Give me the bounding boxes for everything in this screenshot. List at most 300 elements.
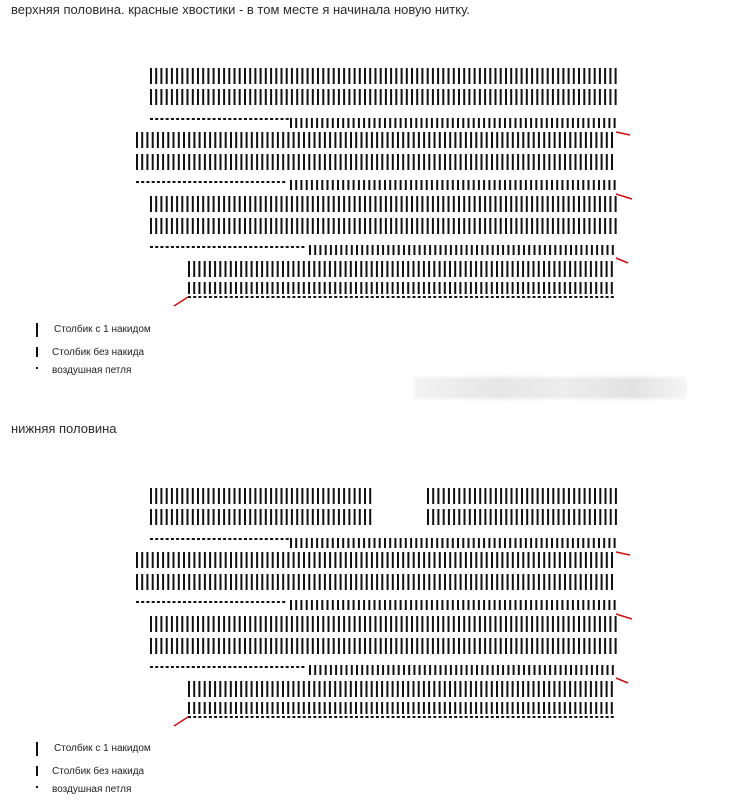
chain-mark	[204, 601, 207, 603]
stitch-mark	[301, 616, 303, 632]
stitch-mark	[504, 600, 506, 610]
stitch-mark	[552, 638, 554, 654]
stitch-mark	[530, 600, 532, 610]
stitch-mark	[254, 196, 256, 212]
stitch-mark	[293, 154, 295, 170]
stitch-mark	[314, 154, 316, 170]
stitch-mark	[563, 488, 565, 504]
stitch-mark	[256, 552, 258, 568]
stitch-mark	[230, 261, 232, 277]
stitch-mark	[214, 552, 216, 568]
stitch-mark	[575, 245, 577, 255]
stitch-mark	[437, 89, 439, 105]
chain-mark	[298, 296, 301, 298]
chain-mark	[207, 538, 210, 540]
stitch-mark	[439, 282, 441, 294]
chain-mark	[220, 601, 223, 603]
stitch-mark	[166, 488, 168, 504]
stitch-mark	[458, 68, 460, 84]
legend-row-chain-stitch	[0, 364, 300, 380]
stitch-mark	[171, 218, 173, 234]
stitch-mark	[543, 681, 545, 697]
chain-mark	[150, 118, 153, 120]
stitch-mark	[319, 132, 321, 148]
stitch-mark	[601, 132, 603, 148]
stitch-mark	[155, 509, 157, 525]
stitch-mark	[183, 552, 185, 568]
stitch-mark	[364, 89, 366, 105]
chain-mark	[251, 181, 254, 183]
stitch-mark	[570, 665, 572, 675]
thread-start-tail	[174, 297, 188, 306]
stitch-mark	[507, 245, 509, 255]
stitch-mark	[235, 552, 237, 568]
stitch-mark	[337, 538, 339, 548]
stitch-mark	[256, 282, 258, 294]
stitch-mark	[479, 196, 481, 212]
stitch-mark	[162, 132, 164, 148]
stitch-mark	[193, 132, 195, 148]
chain-mark	[281, 118, 284, 120]
stitch-mark	[361, 665, 363, 675]
stitch-mark	[347, 538, 349, 548]
stitch-mark	[292, 702, 294, 714]
stitch-mark	[546, 180, 548, 190]
stitch-mark	[481, 574, 483, 590]
stitch-mark	[345, 552, 347, 568]
stitch-mark	[554, 665, 556, 675]
stitch-mark	[390, 616, 392, 632]
stitch-mark	[230, 681, 232, 697]
chain-mark	[244, 118, 247, 120]
stitch-mark	[301, 638, 303, 654]
stitch-mark	[376, 282, 378, 294]
stitch-mark	[569, 154, 571, 170]
stitch-mark	[577, 118, 579, 128]
stitch-mark	[261, 681, 263, 697]
stitch-mark	[538, 552, 540, 568]
chain-mark	[538, 296, 541, 298]
stitch-mark	[359, 638, 361, 654]
stitch-mark	[290, 180, 292, 190]
stitch-mark	[395, 218, 397, 234]
chain-mark	[392, 716, 395, 718]
stitch-mark	[520, 180, 522, 190]
stitch-mark	[434, 665, 436, 675]
chain-mark	[334, 296, 337, 298]
stitch-mark	[265, 68, 267, 84]
stitch-mark	[490, 488, 492, 504]
stitch-mark	[371, 154, 373, 170]
chain-mark	[475, 716, 478, 718]
stitch-mark	[431, 118, 433, 128]
stitch-mark	[207, 89, 209, 105]
stitch-mark	[300, 118, 302, 128]
stitch-mark	[291, 89, 293, 105]
chain-mark	[606, 296, 609, 298]
stitch-mark	[317, 488, 319, 504]
stitch-mark	[197, 616, 199, 632]
stitch-mark	[583, 196, 585, 212]
stitch-mark	[160, 68, 162, 84]
stitch-mark	[187, 488, 189, 504]
stitch-mark	[591, 665, 593, 675]
chain-mark	[157, 601, 160, 603]
stitch-mark	[246, 574, 248, 590]
stitch-mark	[463, 218, 465, 234]
stitch-mark	[469, 509, 471, 525]
stitch-mark	[510, 638, 512, 654]
chain-mark	[146, 601, 149, 603]
stitch-mark	[155, 68, 157, 84]
stitch-mark	[267, 574, 269, 590]
stitch-mark	[328, 488, 330, 504]
stitch-mark	[343, 638, 345, 654]
stitch-mark	[385, 196, 387, 212]
stitch-mark	[500, 218, 502, 234]
stitch-mark	[338, 68, 340, 84]
stitch-mark	[614, 538, 616, 548]
stitch-mark	[364, 509, 366, 525]
stitch-mark	[298, 552, 300, 568]
stitch-mark	[265, 509, 267, 525]
stitch-mark	[578, 616, 580, 632]
stitch-mark	[615, 68, 617, 84]
stitch-mark	[590, 702, 592, 714]
stitch-mark	[343, 196, 345, 212]
stitch-mark	[176, 509, 178, 525]
stitch-mark	[251, 702, 253, 714]
stitch-mark	[334, 261, 336, 277]
chain-mark	[413, 716, 416, 718]
stitch-mark	[411, 218, 413, 234]
stitch-mark	[260, 488, 262, 504]
chain-mark	[254, 538, 257, 540]
stitch-mark	[463, 616, 465, 632]
stitch-mark	[610, 509, 612, 525]
stitch-mark	[538, 154, 540, 170]
stitch-mark	[277, 702, 279, 714]
stitch-mark	[371, 552, 373, 568]
stitch-mark	[345, 574, 347, 590]
chain-mark	[244, 246, 247, 248]
stitch-mark	[379, 600, 381, 610]
stitch-mark	[157, 154, 159, 170]
chain-mark	[192, 666, 195, 668]
stitch-mark	[488, 118, 490, 128]
stitch-mark	[303, 282, 305, 294]
stitch-mark	[512, 574, 514, 590]
stitch-mark	[491, 154, 493, 170]
stitch-mark	[509, 118, 511, 128]
stitch-mark	[381, 261, 383, 277]
stitch-mark	[426, 600, 428, 610]
stitch-mark	[595, 132, 597, 148]
stitch-mark	[337, 600, 339, 610]
chain-mark	[270, 118, 273, 120]
legend-label: Столбик с 1 накидом	[54, 743, 151, 754]
stitch-mark	[578, 509, 580, 525]
stitch-mark	[303, 681, 305, 697]
stitch-mark	[500, 89, 502, 105]
chain-mark	[251, 296, 254, 298]
chain-mark	[251, 716, 254, 718]
stitch-mark	[244, 196, 246, 212]
stitch-mark	[298, 282, 300, 294]
stitch-mark	[308, 154, 310, 170]
stitch-mark	[400, 180, 402, 190]
stitch-mark	[197, 218, 199, 234]
stitch-mark	[561, 538, 563, 548]
chain-mark	[282, 181, 285, 183]
chain-mark	[218, 246, 221, 248]
stitch-mark	[580, 282, 582, 294]
stitch-mark	[416, 218, 418, 234]
stitch-mark	[580, 702, 582, 714]
stitch-mark	[160, 488, 162, 504]
crochet-chart-top-half	[0, 60, 731, 320]
stitch-mark	[432, 616, 434, 632]
stitch-mark	[319, 665, 321, 675]
stitch-mark	[600, 702, 602, 714]
stitch-mark	[282, 681, 284, 697]
stitch-mark	[244, 509, 246, 525]
stitch-mark	[522, 552, 524, 568]
stitch-mark	[548, 282, 550, 294]
stitch-mark	[380, 616, 382, 632]
stitch-mark	[213, 196, 215, 212]
stitch-mark	[316, 538, 318, 548]
stitch-mark	[270, 68, 272, 84]
stitch-mark	[538, 282, 540, 294]
stitch-mark	[308, 702, 310, 714]
stitch-mark	[136, 132, 138, 148]
stitch-mark	[479, 638, 481, 654]
stitch-mark	[454, 261, 456, 277]
stitch-mark	[500, 616, 502, 632]
stitch-mark	[176, 616, 178, 632]
stitch-mark	[517, 154, 519, 170]
stitch-mark	[176, 196, 178, 212]
chain-mark	[291, 666, 294, 668]
chain-mark	[360, 296, 363, 298]
stitch-mark	[228, 509, 230, 525]
stitch-mark	[449, 681, 451, 697]
stitch-mark	[411, 638, 413, 654]
stitch-mark	[313, 261, 315, 277]
stitch-mark	[171, 68, 173, 84]
stitch-mark	[484, 218, 486, 234]
stitch-mark	[426, 180, 428, 190]
stitch-mark	[447, 118, 449, 128]
stitch-mark	[260, 196, 262, 212]
stitch-mark	[491, 282, 493, 294]
chain-mark	[234, 666, 237, 668]
stitch-mark	[406, 218, 408, 234]
stitch-mark	[465, 681, 467, 697]
stitch-mark	[547, 488, 549, 504]
stitch-mark	[413, 132, 415, 148]
stitch-mark	[520, 538, 522, 548]
stitch-mark	[402, 702, 404, 714]
stitch-mark	[568, 509, 570, 525]
stitch-mark	[442, 616, 444, 632]
stitch-mark	[562, 89, 564, 105]
chain-mark	[219, 716, 222, 718]
stitch-mark	[359, 509, 361, 525]
stitch-mark	[260, 616, 262, 632]
stitch-mark	[197, 196, 199, 212]
stitch-mark	[173, 552, 175, 568]
stitch-mark	[580, 261, 582, 277]
stitch-mark	[568, 196, 570, 212]
stitch-mark	[604, 196, 606, 212]
stitch-mark	[421, 616, 423, 632]
stitch-mark	[282, 702, 284, 714]
chain-mark	[553, 716, 556, 718]
stitch-mark	[564, 154, 566, 170]
chain-mark	[444, 296, 447, 298]
stitch-mark	[366, 681, 368, 697]
stitch-mark	[452, 538, 454, 548]
stitch-mark	[160, 509, 162, 525]
stitch-mark	[562, 616, 564, 632]
stitch-mark	[413, 702, 415, 714]
stitch-mark	[295, 600, 297, 610]
stitch-mark	[586, 245, 588, 255]
stitch-mark	[526, 509, 528, 525]
stitch-mark	[578, 638, 580, 654]
stitch-mark	[574, 702, 576, 714]
stitch-mark	[424, 665, 426, 675]
stitch-mark	[452, 118, 454, 128]
chain-mark	[433, 716, 436, 718]
stitch-mark	[543, 282, 545, 294]
stitch-mark	[552, 68, 554, 84]
stitch-mark	[171, 196, 173, 212]
stitch-mark	[339, 282, 341, 294]
stitch-mark	[234, 509, 236, 525]
stitch-mark	[270, 616, 272, 632]
stitch-mark	[402, 681, 404, 697]
stitch-mark	[270, 196, 272, 212]
stitch-mark	[507, 132, 509, 148]
stitch-mark	[407, 282, 409, 294]
stitch-mark	[319, 261, 321, 277]
stitch-mark	[380, 638, 382, 654]
chain-mark	[181, 246, 184, 248]
stitch-mark	[387, 245, 389, 255]
stitch-mark	[421, 89, 423, 105]
stitch-mark	[505, 638, 507, 654]
stitch-mark	[220, 552, 222, 568]
stitch-mark	[517, 681, 519, 697]
chain-mark	[595, 716, 598, 718]
stitch-mark	[543, 702, 545, 714]
stitch-mark	[543, 574, 545, 590]
stitch-mark	[533, 282, 535, 294]
stitch-mark	[511, 509, 513, 525]
stitch-mark	[501, 132, 503, 148]
stitch-mark	[287, 154, 289, 170]
stitch-mark	[256, 681, 258, 697]
stitch-mark	[223, 616, 225, 632]
stitch-mark	[588, 600, 590, 610]
stitch-mark	[254, 218, 256, 234]
stitch-mark	[193, 681, 195, 697]
stitch-mark	[428, 132, 430, 148]
stitch-mark	[392, 282, 394, 294]
stitch-mark	[468, 196, 470, 212]
stitch-mark	[484, 638, 486, 654]
stitch-mark	[403, 665, 405, 675]
legend-row-tall-stitch	[0, 322, 300, 338]
stitch-mark	[541, 180, 543, 190]
chain-mark	[454, 296, 457, 298]
stitch-mark	[234, 638, 236, 654]
stitch-mark	[538, 574, 540, 590]
chain-mark	[548, 296, 551, 298]
stitch-mark	[501, 702, 503, 714]
stitch-mark	[178, 574, 180, 590]
stitch-mark	[505, 509, 507, 525]
stitch-mark	[166, 68, 168, 84]
stitch-mark	[171, 488, 173, 504]
stitch-mark	[235, 574, 237, 590]
stitch-mark	[538, 681, 540, 697]
stitch-mark	[526, 68, 528, 84]
stitch-mark	[421, 68, 423, 84]
stitch-mark	[355, 702, 357, 714]
chain-mark	[533, 716, 536, 718]
stitch-mark	[606, 702, 608, 714]
stitch-mark	[530, 180, 532, 190]
stitch-mark	[193, 552, 195, 568]
stitch-mark	[239, 196, 241, 212]
stitch-mark	[444, 154, 446, 170]
stitch-mark	[589, 638, 591, 654]
stitch-mark	[413, 261, 415, 277]
stitch-mark	[421, 180, 423, 190]
stitch-mark	[468, 638, 470, 654]
stitch-mark	[260, 68, 262, 84]
stitch-mark	[585, 702, 587, 714]
chain-mark	[574, 716, 577, 718]
stitch-mark	[317, 616, 319, 632]
chain-mark	[166, 538, 169, 540]
stitch-mark	[254, 488, 256, 504]
stitch-mark	[389, 118, 391, 128]
stitch-mark	[178, 552, 180, 568]
stitch-mark	[484, 68, 486, 84]
chain-mark	[187, 246, 190, 248]
stitch-mark	[502, 665, 504, 675]
stitch-mark	[538, 261, 540, 277]
stitch-mark	[317, 89, 319, 105]
stitch-mark	[213, 218, 215, 234]
stitch-mark	[468, 180, 470, 190]
stitch-mark	[246, 132, 248, 148]
stitch-mark	[392, 132, 394, 148]
chain-mark	[580, 716, 583, 718]
stitch-mark	[598, 538, 600, 548]
chain-mark	[329, 716, 332, 718]
stitch-mark	[432, 488, 434, 504]
stitch-mark	[567, 118, 569, 128]
stitch-mark	[594, 488, 596, 504]
chain-mark	[501, 296, 504, 298]
stitch-mark	[552, 196, 554, 212]
